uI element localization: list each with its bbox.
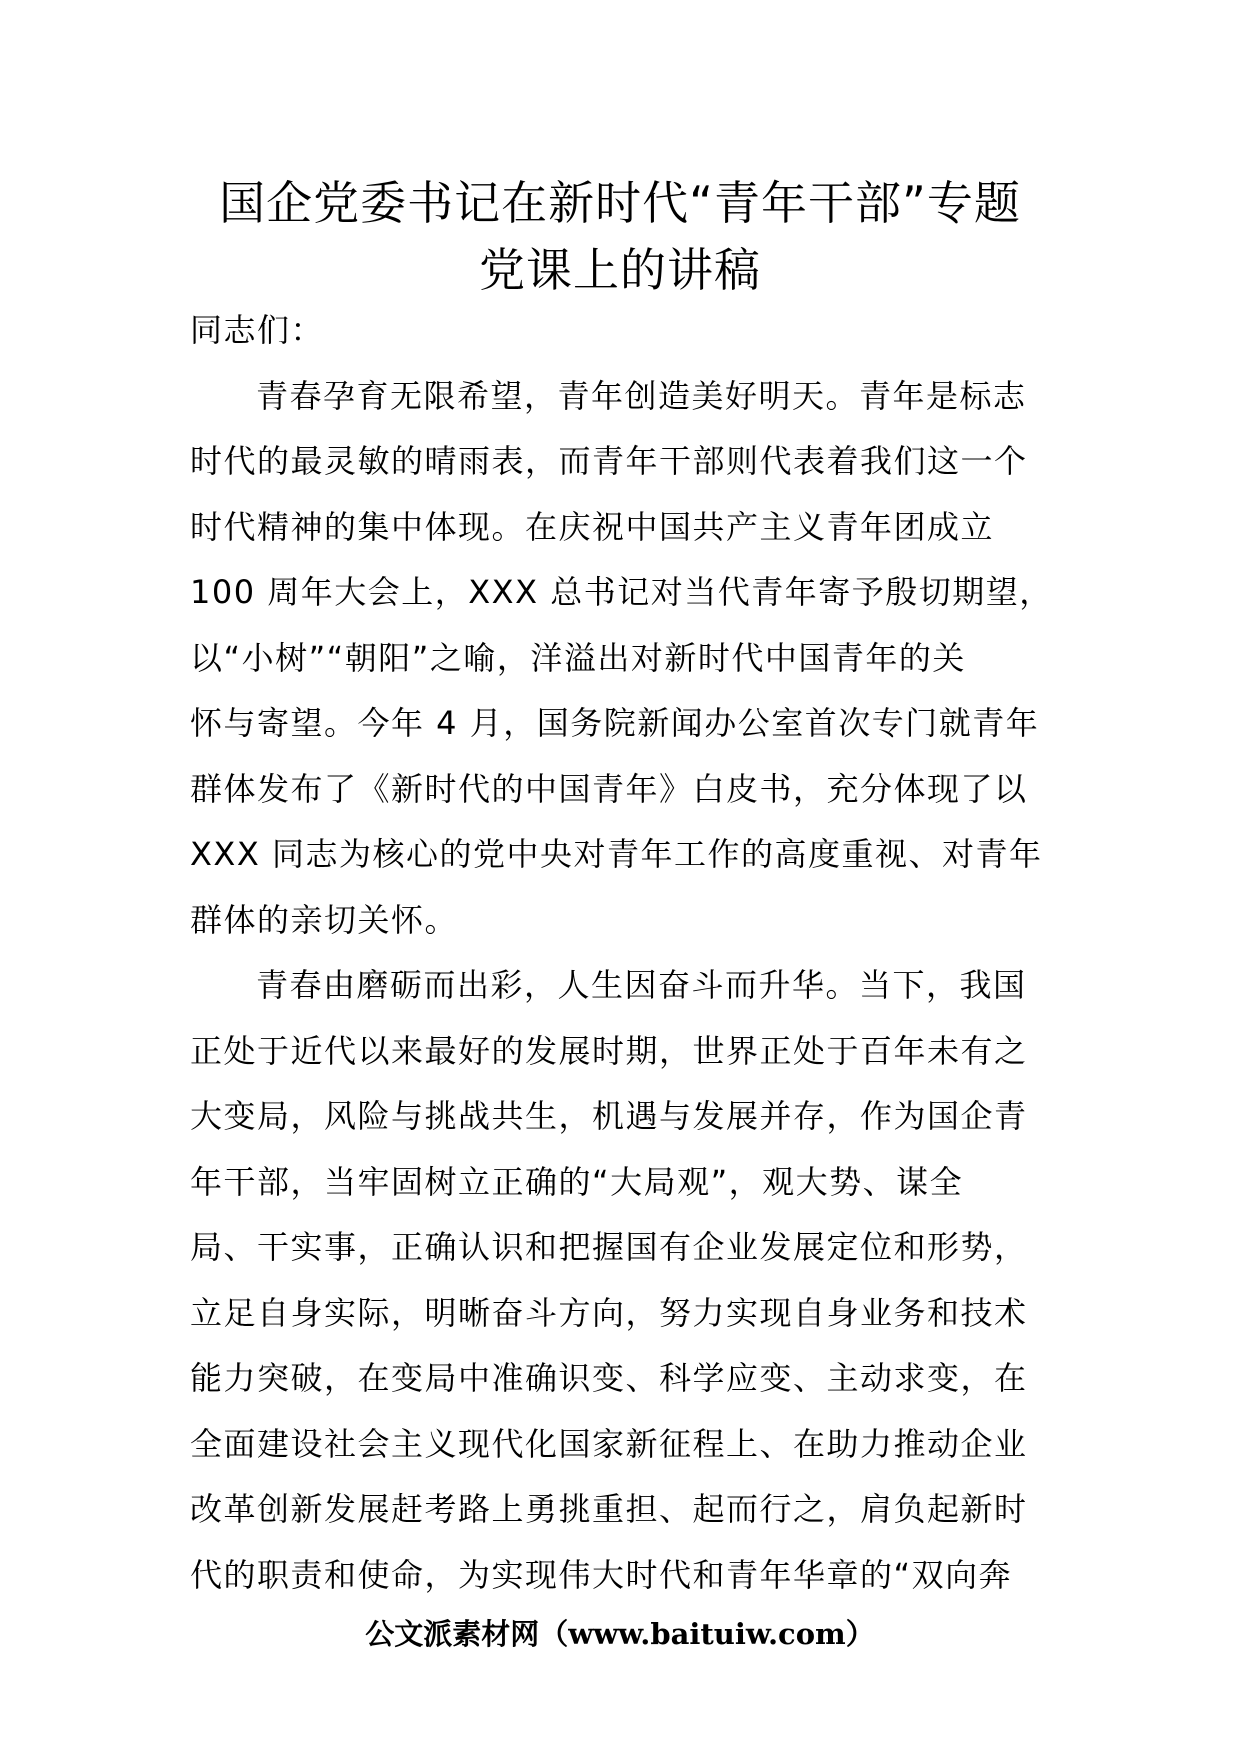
paragraph-1-line: 青春孕育无限希望，青年创造美好明天。青年是标志 [256, 376, 1027, 415]
paragraph-1-line: XXX 同志为核心的党中央对青年工作的高度重视、对青年 [190, 835, 1043, 873]
paragraph-2-line: 大变局，风险与挑战共生，机遇与发展并存，作为国企青 [190, 1097, 1028, 1135]
paragraph-2 [190, 953, 1050, 1608]
salutation: 同志们： [190, 311, 325, 349]
paragraph-2-line: 立足自身实际，明晰奋斗方向，努力实现自身业务和技术 [190, 1293, 1028, 1332]
paragraph-2-line: 全面建设社会主义现代化国家新征程上、在助力推动企业 [190, 1424, 1028, 1463]
title-line-2: 党课上的讲稿 [479, 243, 761, 297]
paragraph-2-line: 局、干实事，正确认识和把握国有企业发展定位和形势， [190, 1228, 1028, 1266]
paragraph-1-line: 时代的最灵敏的晴雨表，而青年干部则代表着我们这一个 [190, 442, 1028, 480]
paragraph-2-line: 能力突破，在变局中准确识变、科学应变、主动求变，在 [190, 1359, 1028, 1397]
document-body [190, 298, 1053, 1608]
paragraph-2-line: 代的职责和使命，为实现伟大时代和青年华章的“双向奔 [190, 1555, 1013, 1594]
paragraph-1-line: 时代精神的集中体现。在庆祝中国共产主义青年团成立 [190, 507, 995, 546]
paragraph-2-line: 年干部，当牢固树立正确的“大局观”，观大势、谋全 [190, 1162, 964, 1201]
paragraph-1 [190, 364, 1053, 954]
title-line-1: 国企党委书记在新时代“青年干部”专题 [219, 176, 1021, 230]
paragraph-1-line: 群体的亲切关怀。 [190, 900, 459, 939]
paragraph-1-line: 群体发布了《新时代的中国青年》白皮书，充分体现了以 [190, 769, 1028, 808]
paragraph-2-line: 正处于近代以来最好的发展时期，世界正处于百年未有之 [190, 1031, 1028, 1070]
paragraph-1-line: 以“小树”“朝阳”之喻，洋溢出对新时代中国青年的关 [190, 638, 966, 677]
paragraph-1-line: 100 周年大会上，XXX 总书记对当代青年寄予殷切期望， [190, 573, 1053, 611]
paragraph-1-line: 怀与寄望。今年 4 月，国务院新闻办公室首次专门就青年 [190, 704, 1040, 742]
paragraph-2-line: 改革创新发展赶考路上勇挑重担、起而行之，肩负起新时 [190, 1490, 1028, 1528]
footer-watermark: 公文派素材网（www.baituiw.com） [365, 1617, 875, 1651]
paragraph-2-line: 青春由磨砺而出彩，人生因奋斗而升华。当下，我国 [256, 966, 1027, 1004]
document-title [190, 170, 1050, 304]
